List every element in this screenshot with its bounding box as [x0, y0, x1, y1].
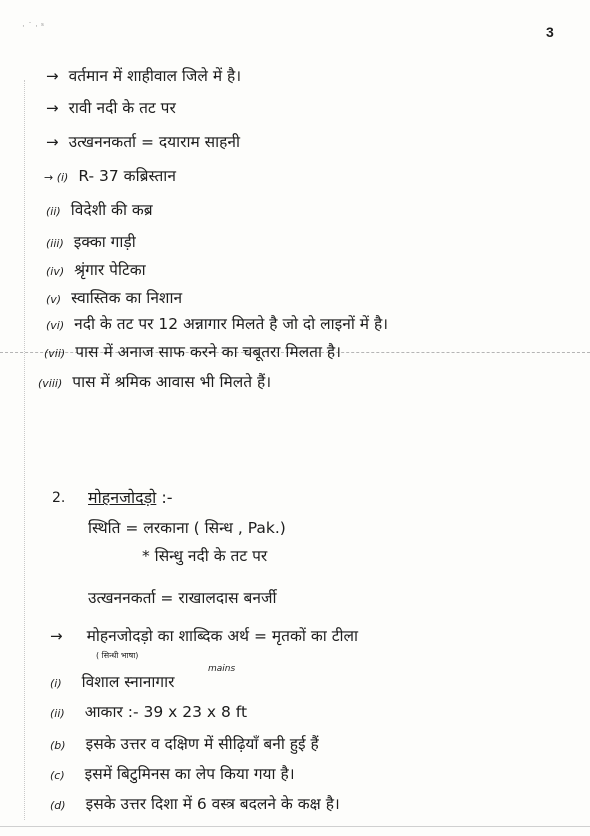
item-line-2 — [50, 702, 247, 724]
line-text: इक्का गाड़ी — [73, 233, 136, 251]
section1-line-2 — [46, 98, 176, 118]
item-text: विशाल स्नानागार — [81, 673, 175, 691]
section1-line-7 — [46, 260, 146, 282]
line-text: पास में अनाज साफ करने का चबूतरा मिलता है। — [75, 343, 341, 361]
bath-superscript: mains — [208, 664, 236, 674]
meaning-subnote: ( सिन्धी भाषा) — [96, 651, 139, 660]
line-text: नदी के तट पर 12 अन्नागार मिलते है जो दो लाइनों में है। — [74, 315, 389, 333]
section-heading — [88, 486, 173, 508]
line-text: स्वास्तिक का निशान — [71, 289, 183, 307]
item-text: इसके उत्तर दिशा में 6 वस्त्र बदलने के कक्ष है। — [85, 795, 340, 813]
location-text: स्थिति = लरकाना ( सिन्ध , Pak.) — [88, 519, 286, 537]
location-line — [88, 518, 286, 538]
list-marker: (iv) — [46, 265, 65, 278]
section1-line-1 — [46, 66, 241, 86]
line-text: विदेशी की कब्र — [70, 201, 153, 219]
list-marker: (c) — [50, 769, 65, 782]
corner-mark: · ˙ · ˢ — [22, 22, 45, 32]
excavator-text: उत्खननकर्ता = राखालदास बनर्जी — [88, 589, 277, 607]
section1-line-5 — [46, 200, 153, 222]
section-title: मोहनजोदड़ो — [88, 488, 157, 507]
list-marker: → (i) — [44, 171, 69, 184]
list-marker: (i) — [50, 677, 62, 690]
section1-line-10 — [44, 342, 341, 364]
list-marker: (ii) — [50, 707, 65, 720]
page-bottom-edge — [0, 826, 590, 827]
section1-line-11 — [38, 372, 271, 394]
line-text: पास में श्रमिक आवास भी मिलते हैं। — [72, 373, 272, 391]
meaning-text: मोहनजोदड़ो का शाब्दिक अर्थ = मृतकों का टीला — [86, 627, 359, 645]
line-text: R- 37 कब्रिस्तान — [78, 167, 176, 185]
section1-line-9 — [46, 314, 388, 336]
line-text: रावी नदी के तट पर — [68, 99, 176, 117]
margin-line — [24, 80, 29, 820]
list-marker: (vi) — [46, 319, 65, 332]
item-text: आकार :- 39 x 23 x 8 ft — [84, 703, 248, 721]
line-text: श्रृंगार पेटिका — [74, 261, 146, 279]
arrow-icon: → — [46, 67, 59, 85]
item-line-3 — [50, 734, 319, 756]
section1-line-8 — [46, 288, 182, 310]
arrow-icon: → — [46, 99, 59, 117]
page-number: 3 — [546, 24, 554, 40]
meaning-line — [50, 626, 358, 646]
location-note-line — [142, 546, 267, 566]
item-text: इसमें बिटुमिनस का लेप किया गया है। — [84, 765, 295, 783]
list-marker: (d) — [50, 799, 66, 812]
section-title-suffix: :- — [156, 488, 173, 507]
list-marker: (iii) — [46, 237, 64, 250]
excavator-line — [88, 588, 277, 608]
line-text: वर्तमान में शाहीवाल जिले में है। — [68, 67, 242, 85]
location-note: * सिन्धु नदी के तट पर — [142, 547, 268, 565]
section1-line-4 — [44, 166, 176, 188]
arrow-icon: → — [50, 627, 63, 645]
line-text: उत्खननकर्ता = दयाराम साहनी — [68, 133, 241, 151]
item-line-5 — [50, 794, 340, 816]
list-marker: (vii) — [44, 347, 66, 360]
item-line-4 — [50, 764, 295, 786]
list-marker: (b) — [50, 739, 66, 752]
list-marker: (ii) — [46, 205, 61, 218]
section1-line-3 — [46, 132, 240, 152]
list-marker: (viii) — [38, 377, 63, 390]
section-number: 2. — [52, 490, 66, 506]
list-marker: (v) — [46, 293, 62, 306]
arrow-icon: → — [46, 133, 59, 151]
section1-line-6 — [46, 232, 136, 254]
item-line-1 — [50, 672, 175, 694]
item-text: इसके उत्तर व दक्षिण में सीढ़ियाँ बनी हुई हैं — [85, 735, 319, 753]
